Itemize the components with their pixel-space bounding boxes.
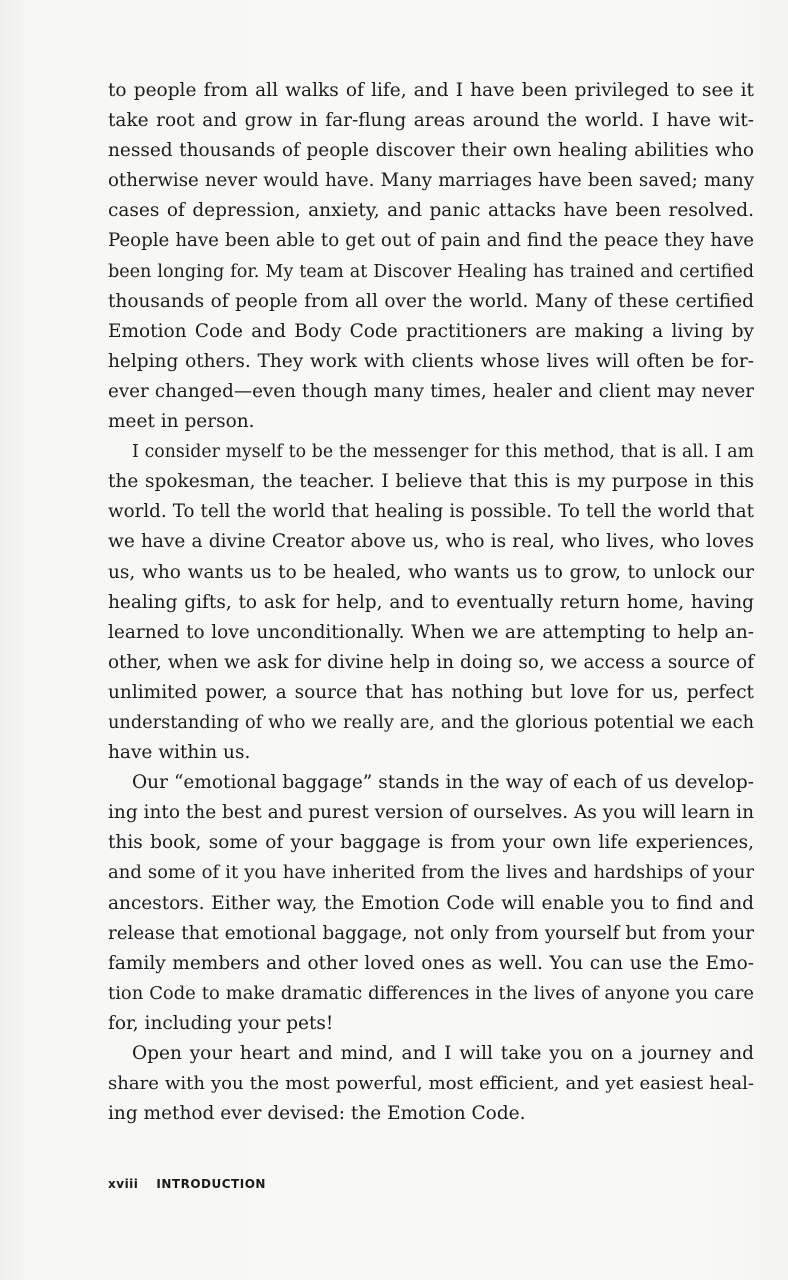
- text-line: for, including your pets!: [108, 1012, 334, 1034]
- text-line: other, when we ask for divine help in doing so, we access a source of: [108, 651, 754, 673]
- text-line: us, who wants us to be healed, who wants us to grow, to unlock our: [108, 561, 754, 583]
- text-line: helping others. They work with clients whose lives will often be for-: [108, 350, 754, 372]
- text-line: I consider myself to be the messenger for this method, that is all. I am: [132, 442, 754, 463]
- text-line: healing gifts, to ask for help, and to eventually return home, having: [108, 591, 754, 613]
- text-line: ever changed—even though many times, healer and client may never: [108, 380, 754, 402]
- text-line: ing into the best and purest version of ourselves. As you will learn in: [108, 802, 754, 824]
- text-line: this book, some of your baggage is from your own life experiences,: [108, 832, 754, 854]
- text-line: otherwise never would have. Many marriages have been saved; many: [108, 170, 754, 192]
- text-line: meet in person.: [108, 411, 255, 433]
- text-line: we have a divine Creator above us, who is real, who lives, who loves: [108, 531, 754, 553]
- text-line: unlimited power, a source that has nothing but love for us, perfect: [108, 681, 754, 703]
- paragraph-2: [108, 437, 754, 768]
- text-line: and some of it you have inherited from the lives and hardships of your: [108, 862, 754, 884]
- text-line: to people from all walks of life, and I have been privileged to see it: [108, 80, 754, 101]
- text-line: thousands of people from all over the world. Many of these certified: [108, 290, 754, 312]
- text-line: understanding of who we really are, and the glorious potential we each: [108, 712, 754, 733]
- text-line: share with you the most powerful, most efficient, and yet easiest heal-: [108, 1073, 754, 1095]
- text-line: nessed thousands of people discover their own healing abilities who: [108, 140, 754, 162]
- text-line: take root and grow in far-flung areas around the world. I have wit-: [108, 110, 754, 132]
- body-text: [108, 76, 754, 1129]
- text-line: been longing for. My team at Discover Healing has trained and certified: [108, 261, 754, 282]
- page-number: xviii: [108, 1177, 139, 1191]
- text-line: the spokesman, the teacher. I believe that this is my purpose in this: [108, 471, 754, 493]
- text-line: family members and other loved ones as well. You can use the Emo-: [108, 952, 754, 974]
- paragraph-1: [108, 76, 754, 437]
- text-line: have within us.: [108, 742, 251, 764]
- paragraph-3: [108, 768, 754, 1039]
- text-line: learned to love unconditionally. When we are attempting to help an-: [108, 621, 754, 643]
- section-title: INTRODUCTION: [156, 1177, 266, 1191]
- text-line: ing method ever devised: the Emotion Code.: [108, 1103, 526, 1125]
- text-line: Open your heart and mind, and I will take you on a journey and: [132, 1043, 754, 1064]
- text-line: world. To tell the world that healing is possible. To tell the world that: [108, 501, 754, 523]
- paragraph-4: [108, 1039, 754, 1129]
- text-line: Emotion Code and Body Code practitioners are making a living by: [108, 320, 754, 342]
- text-line: People have been able to get out of pain and find the peace they have: [108, 230, 754, 252]
- text-line: release that emotional baggage, not only from yourself but from your: [108, 922, 754, 944]
- text-line: tion Code to make dramatic differences in the lives of anyone you care: [108, 982, 754, 1004]
- text-line: cases of depression, anxiety, and panic attacks have been resolved.: [108, 200, 754, 222]
- text-line: ancestors. Either way, the Emotion Code will enable you to find and: [108, 892, 754, 914]
- text-line: Our “emotional baggage” stands in the way of each of us develop-: [132, 772, 754, 794]
- running-footer: [108, 1177, 266, 1191]
